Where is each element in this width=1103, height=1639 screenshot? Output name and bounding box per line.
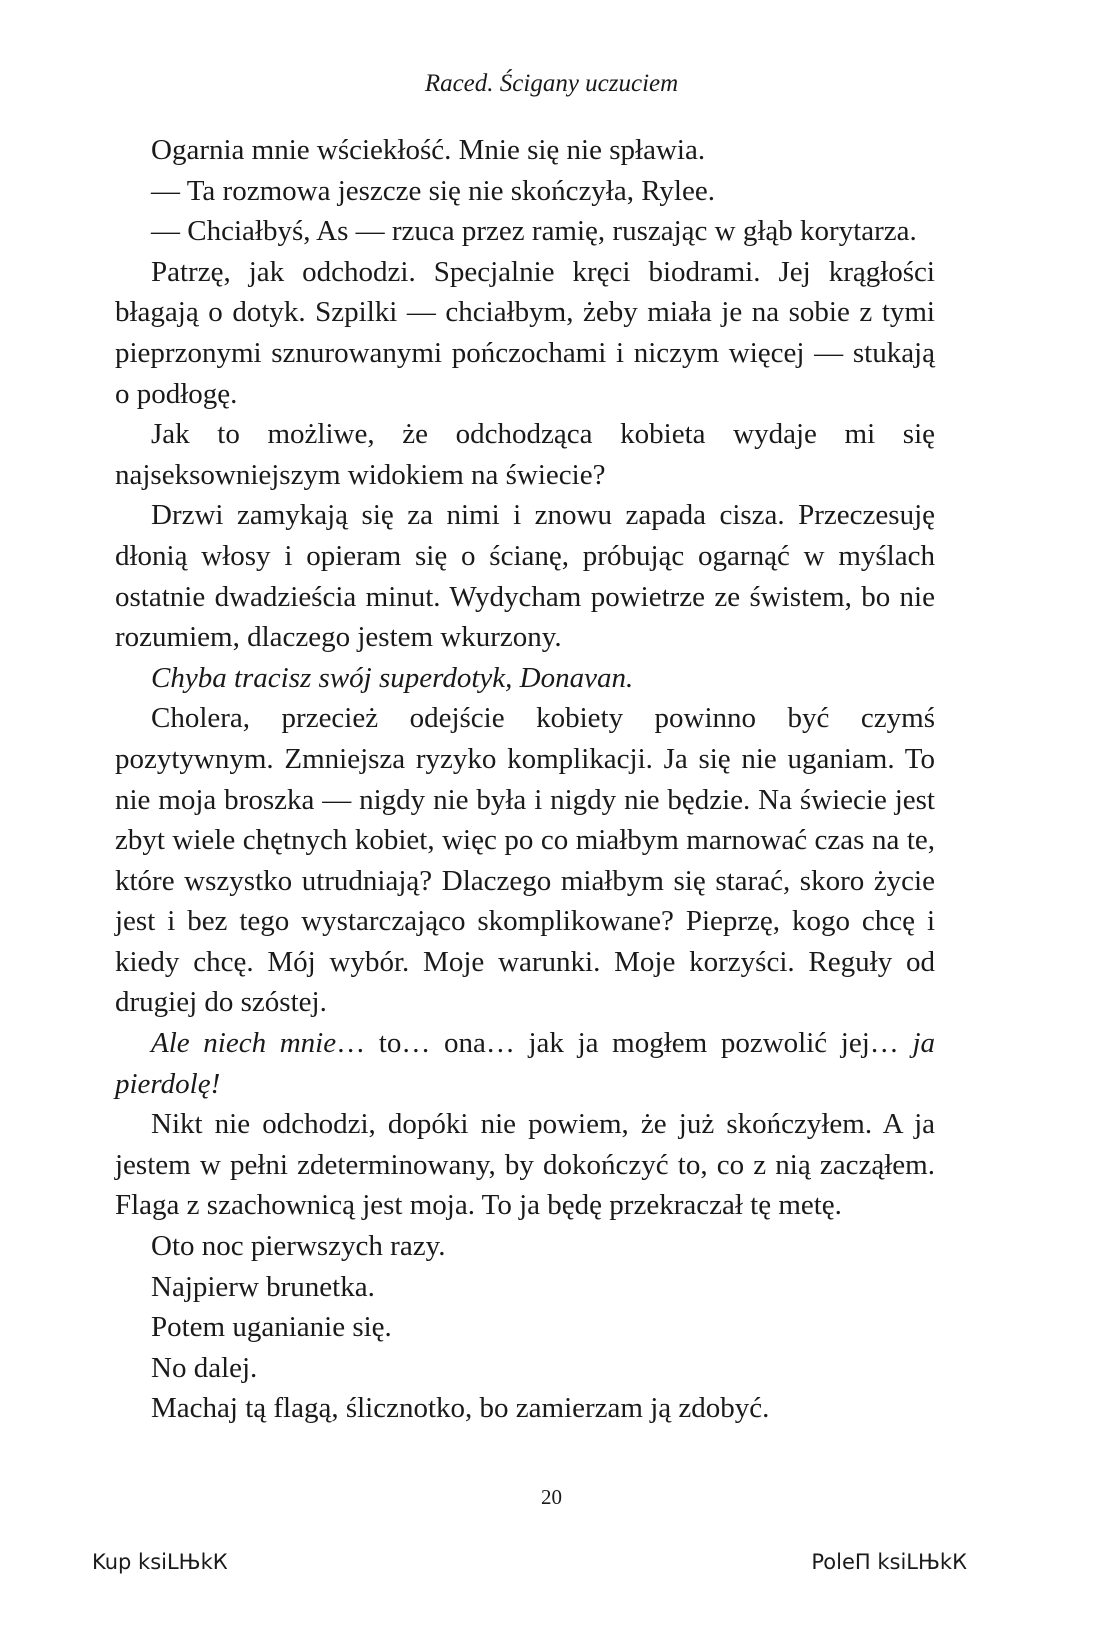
dialogue-line: — Ta rozmowa jeszcze się nie skończyła, Rylee. bbox=[151, 174, 715, 207]
buy-book-link[interactable]: Kup ksiLЊkК bbox=[92, 1550, 228, 1574]
body-text bbox=[115, 130, 935, 1429]
paragraph: Nikt nie odchodzi, dopóki nie powiem, że już skończyłem. A ja jestem w pełni zdeterminowany, by dokończyć to, co z nią zacząłem. Flaga z szachownicą jest moja. To ja będę przekraczał tę metę. bbox=[115, 1108, 935, 1222]
paragraph: Machaj tą flagą, ślicznotko, bo zamierzam ją zdobyć. bbox=[151, 1392, 770, 1425]
paragraph: Jak to możliwe, że odchodząca kobieta wydaje mi się najseksowniejszym widokiem na świecie? bbox=[115, 418, 935, 491]
page-number: 20 bbox=[541, 1485, 562, 1509]
paragraph: Potem uganianie się. bbox=[151, 1311, 392, 1344]
paragraph: Drzwi zamykają się za nimi i znowu zapada cisza. Przeczesuję dłonią włosy i opieram się o ścianę, próbując ogarnąć w myślach ostatnie dwadzieścia minut. Wydycham powietrze ze świstem, bo nie rozumiem, dlaczego jestem wkurzony. bbox=[115, 499, 935, 654]
italic-thought: Chyba tracisz swój superdotyk, Donavan. bbox=[151, 661, 634, 694]
recommend-book-link[interactable]: PoleП ksiLЊkК bbox=[811, 1550, 967, 1574]
paragraph: Oto noc pierwszych razy. bbox=[151, 1230, 446, 1263]
paragraph: Najpierw brunetka. bbox=[151, 1270, 375, 1303]
italic-fragment: ja pierdolę! bbox=[115, 1027, 935, 1100]
paragraph: No dalej. bbox=[151, 1351, 258, 1384]
plain-fragment: … to… ona… jak ja mogłem pozwolić jej… bbox=[336, 1027, 913, 1060]
running-head-title: Raced. Ścigany uczuciem bbox=[424, 70, 679, 97]
paragraph: Ogarnia mnie wściekłość. Mnie się nie spławia. bbox=[151, 134, 706, 166]
italic-fragment: Ale niech mnie bbox=[151, 1027, 337, 1060]
dialogue-line: — Chciałbyś, As — rzuca przez ramię, ruszając w głąb korytarza. bbox=[151, 215, 917, 248]
paragraph: Patrzę, jak odchodzi. Specjalnie kręci biodrami. Jej krągłości błagają o dotyk. Szpilki — chciałbym, żeby miała je na sobie z tymi pieprzonymi sznurowanymi pończochami i niczym więcej — stukają o podłogę. bbox=[115, 255, 935, 410]
mixed-thought-paragraph bbox=[115, 1023, 935, 1104]
paragraph: Cholera, przecież odejście kobiety powinno być czymś pozytywnym. Zmniejsza ryzyko komplikacji. Ja się nie uganiam. To nie moja broszka — nigdy nie była i nigdy nie będzie. Na świecie jest zbyt wiele chętnych kobiet, więc po co miałbym marnować czas na te, które wszystko utrudniają? Dlaczego miałbym się starać, skoro życie jest i bez tego wystarczająco skomplikowane? Pieprzę, kogo chcę i kiedy chcę. Mój wybór. Moje warunki. Moje korzyści. Reguły od drugiej do szóstej. bbox=[115, 702, 935, 1019]
